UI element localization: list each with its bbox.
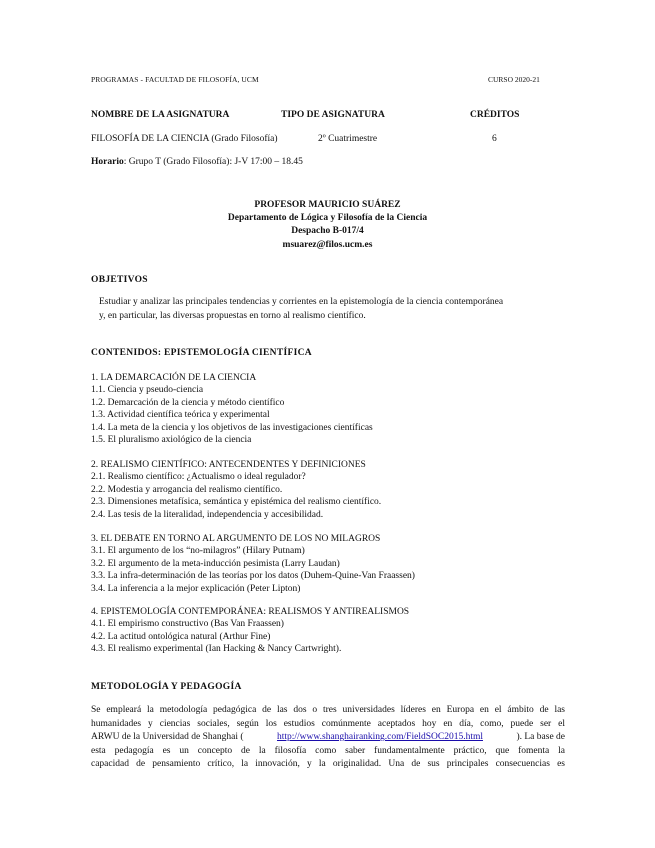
credits-header: CRÉDITOS [470,110,520,120]
running-header-right: CURSO 2020-21 [488,75,540,84]
list-item: 2.1. Realismo científico: ¿Actualismo o ideal regulador? [91,472,306,483]
list-item: 1.5. El pluralismo axiológico de la ciencia [91,435,252,446]
methodology-line: humanidades y ciencias sociales, según los estudios comúnmente aceptados hoy en día, como, puede ser el [91,718,565,729]
contents-section-4 [91,606,409,656]
methodology-title: METODOLOGÍA Y PEDAGOGÍA [91,682,242,692]
professor-department: Departamento de Lógica y Filosofía de la Ciencia [227,213,428,224]
list-item: 2.4. Las tesis de la literalidad, independencia y accesibilidad. [91,509,324,520]
methodology-text: ). La base de [516,732,565,743]
running-header-left: PROGRAMAS - FACULTAD DE FILOSOFÍA, UCM [91,75,259,84]
objectives-line: y, en particular, las diversas propuestas en torno al realismo científico. [99,310,366,321]
contents-section-2 [91,459,381,521]
list-item: 3.3. La infra-determinación de las teorías por los datos (Duhem-Quine-Van Fraassen) [91,571,415,582]
section-heading: 3. EL DEBATE EN TORNO AL ARGUMENTO DE LOS NO MILAGROS [91,534,381,544]
shanghai-ranking-link[interactable]: http://www.shanghairanking.com/FieldSOC2015.html [276,732,483,743]
professor-name: PROFESOR MAURICIO SUÁREZ [254,200,401,210]
list-item: 2.3. Dimensiones metafísica, semántica y epistémica del realismo científico. [91,497,382,508]
list-item: 4.1. El empirismo constructivo (Bas Van Fraassen) [91,619,284,630]
list-item: 1.1. Ciencia y pseudo-ciencia [91,385,204,396]
list-item: 1.2. Demarcación de la ciencia y método científico [91,397,285,408]
methodology-line: Se empleará la metodología pedagógica de las dos o tres universidades líderes en Europa en el ámbito de las [91,705,565,715]
section-heading: 4. EPISTEMOLOGÍA CONTEMPORÁNEA: REALISMOS Y ANTIREALISMOS [91,607,410,617]
schedule-label: Horario [91,157,124,167]
list-item: 4.2. La actitud ontológica natural (Arthur Fine) [91,631,271,642]
objectives-title: OBJETIVOS [91,275,148,285]
section-heading: 2. REALISMO CIENTÍFICO: ANTECENDENTES Y DEFINICIONES [91,460,366,470]
list-item: 4.3. El realismo experimental (Ian Hacking & Nancy Cartwright). [91,644,342,655]
list-item: 3.2. El argumento de la meta-inducción pesimista (Larry Laudan) [91,558,340,569]
methodology-line [91,731,565,745]
methodology-line: capacidad de pensamiento crítico, la innovación, y la originalidad. Una de sus principales consecuencias es [91,759,565,770]
course-name-header: NOMBRE DE LA ASIGNATURA [91,110,230,120]
professor-office: Despacho B-017/4 [291,226,364,237]
contents-title: CONTENIDOS: EPISTEMOLOGÍA CIENTÍFICA [91,348,312,358]
schedule-line [91,157,303,167]
professor-email: msuarez@filos.ucm.es [282,239,373,250]
list-item: 3.1. El argumento de los “no-milagros” (Hilary Putnam) [91,546,305,557]
course-name-value: FILOSOFÍA DE LA CIENCIA (Grado Filosofía) [91,134,278,144]
schedule-text: : Grupo T (Grado Filosofía): J-V 17:00 – 18.45 [123,157,303,167]
methodology-paragraph [91,704,565,772]
objectives-line: Estudiar y analizar las principales tendencias y corrientes en la epistemología de la ciencia contemporánea [99,297,504,307]
contents-section-3 [91,533,415,595]
objectives-paragraph [99,296,565,323]
list-item: 1.4. La meta de la ciencia y los objetivos de las investigaciones científicas [91,422,373,433]
list-item: 2.2. Modestia y arrogancia del realismo científico. [91,484,283,495]
credits-value: 6 [492,134,497,144]
course-term-value: 2º Cuatrimestre [318,134,378,144]
list-item: 3.4. La inferencia a la mejor explicación (Peter Lipton) [91,583,301,594]
methodology-text: ARWU de la Universidad de Shanghai ( [91,732,244,743]
list-item: 1.3. Actividad científica teórica y experimental [91,410,270,421]
methodology-line: esta pedagogía es un concepto de la filosofía como saber fundamentalmente práctico, que fomenta la [91,745,565,756]
course-type-header: TIPO DE ASIGNATURA [281,110,385,120]
section-heading: 1. LA DEMARCACIÓN DE LA CIENCIA [91,373,257,383]
contents-section-1 [91,372,373,446]
professor-block [0,199,655,252]
